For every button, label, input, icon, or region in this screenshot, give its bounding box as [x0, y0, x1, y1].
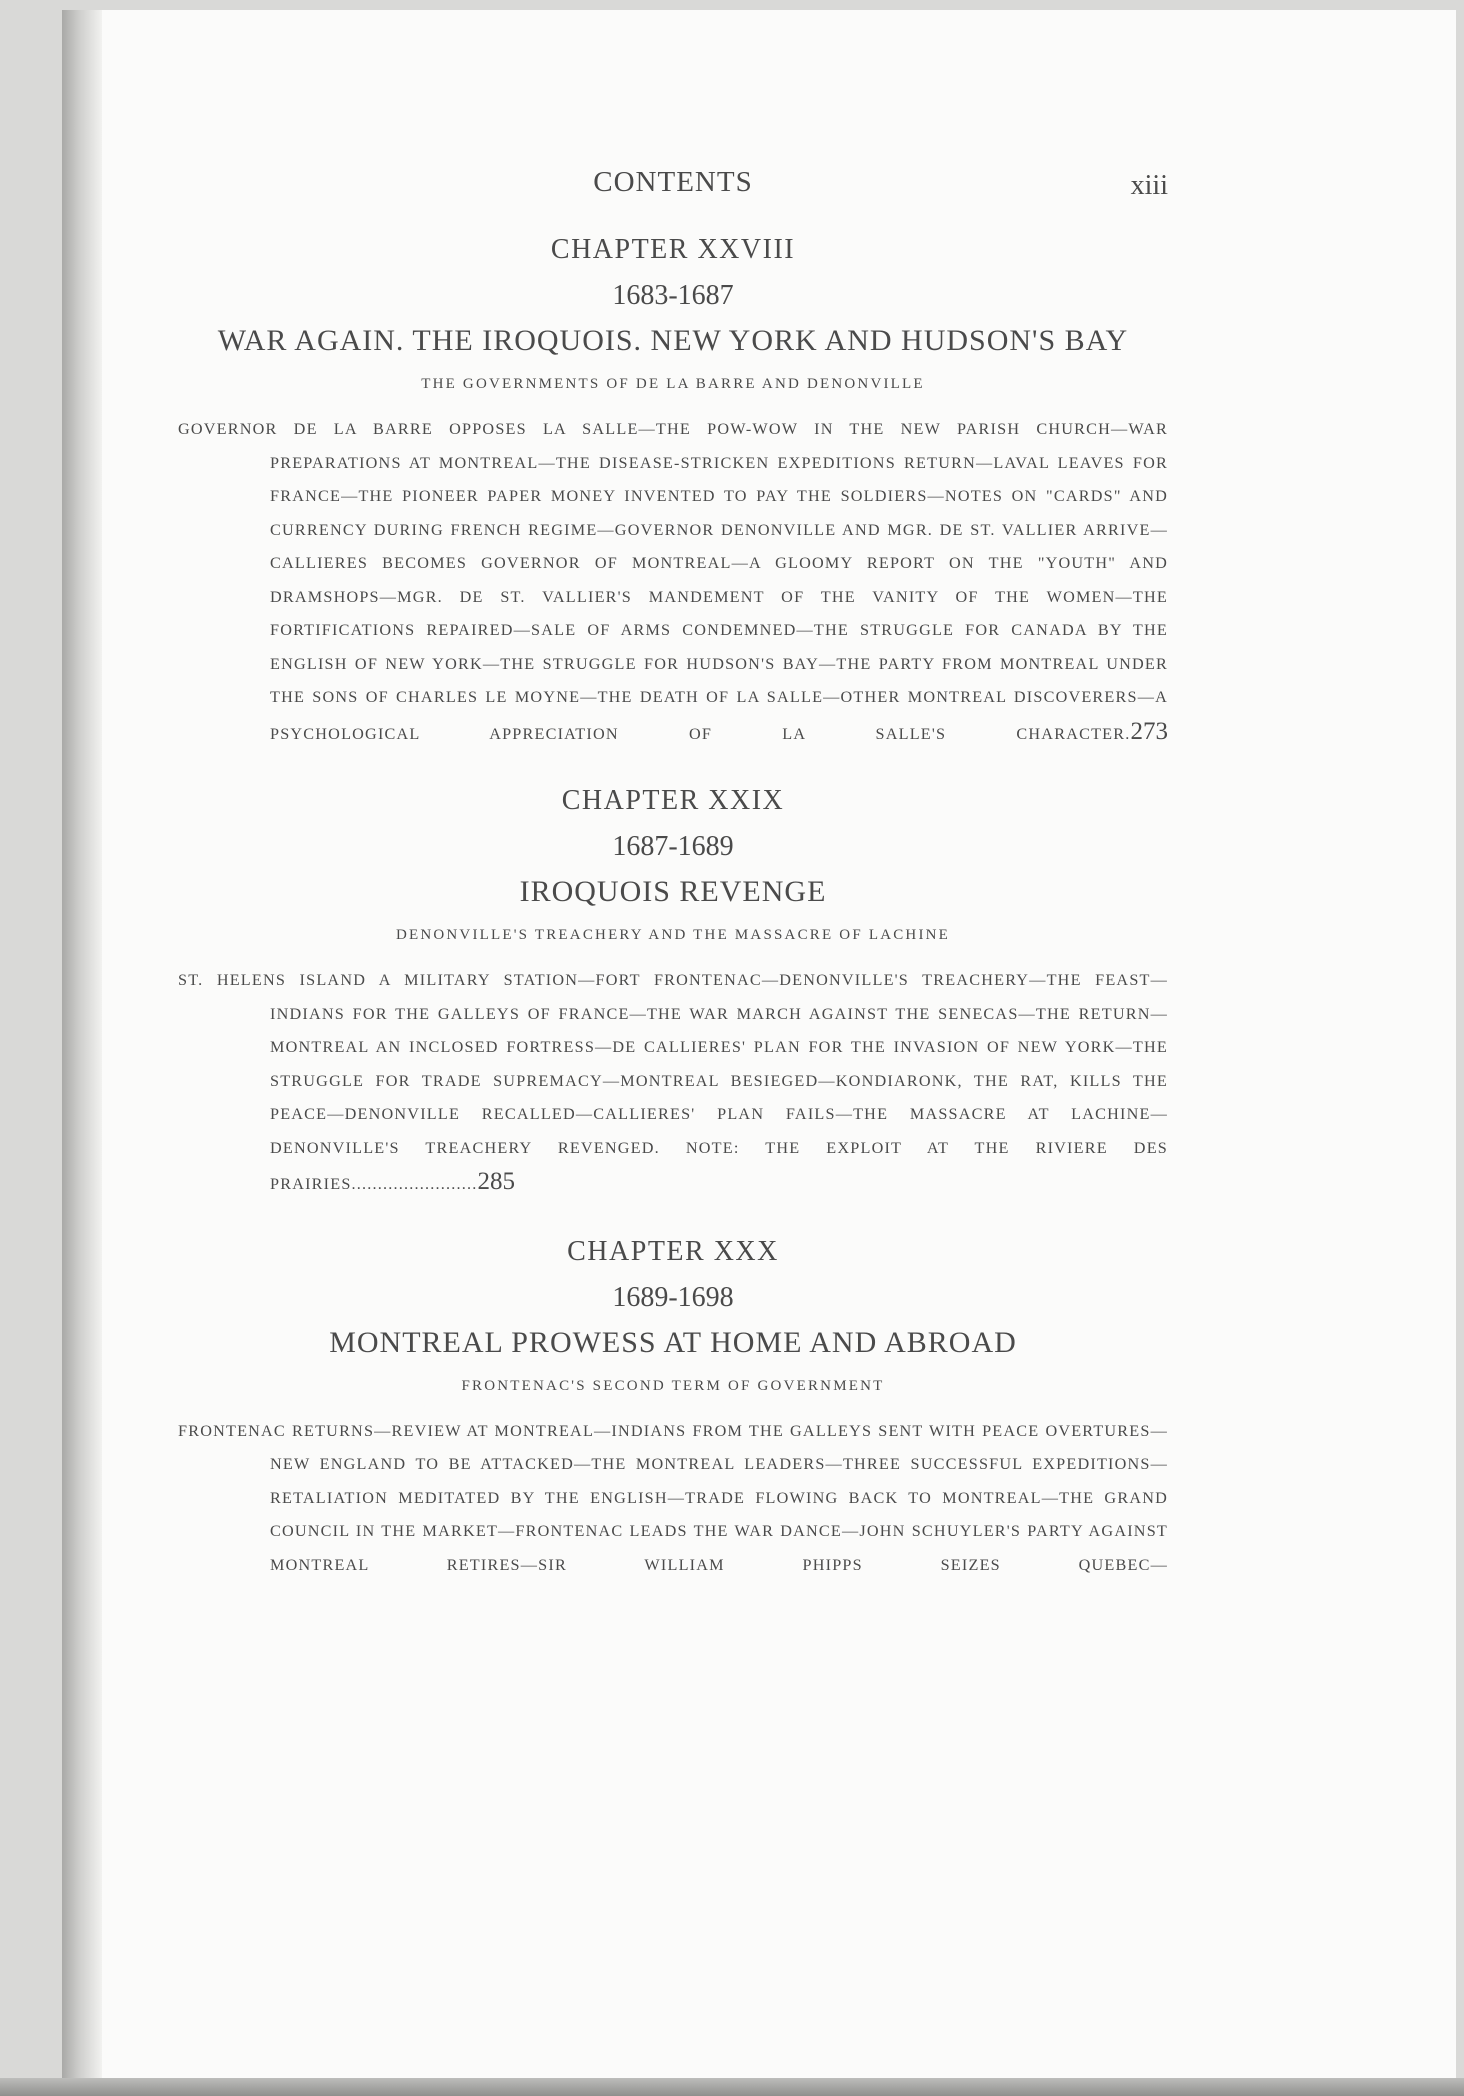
- chapter-summary-text: FRONTENAC RETURNS—REVIEW AT MONTREAL—INDIANS FROM THE GALLEYS SENT WITH PEACE OVERTURES—NEW ENGLAND TO BE ATTACKED—THE MONTREAL LEADERS—THREE SUCCESSFUL EXPEDITIONS—RETALIATION MEDITATED BY THE ENGLISH—TRADE FLOWING BACK TO MONTREAL—THE GRAND COUNCIL IN THE MARKET—FRONTENAC LEADS THE WAR DANCE—JOHN SCHUYLER'S PARTY AGAINST MONTREAL RETIRES—SIR WILLIAM PHIPPS SEIZES QUEBEC—: [178, 1421, 1168, 1574]
- chapter-label: CHAPTER XXX: [567, 1235, 779, 1267]
- chapter-summary: [178, 1415, 1168, 1583]
- chapter-title: IROQUOIS REVENGE: [519, 875, 827, 908]
- page-gutter-shadow: [62, 10, 102, 2080]
- chapter-years: 1689-1698: [612, 1281, 734, 1313]
- chapter-subtitle: THE GOVERNMENTS OF DE LA BARRE AND DENONVILLE: [421, 376, 925, 392]
- running-head-title: CONTENTS: [593, 166, 753, 198]
- chapter-entry: [178, 785, 1168, 1202]
- chapter-title: WAR AGAIN. THE IROQUOIS. NEW YORK AND HUDSON'S BAY: [217, 324, 1129, 357]
- contents-page: [178, 160, 1168, 1582]
- chapter-entry: [178, 234, 1168, 751]
- chapter-summary-text: ST. HELENS ISLAND A MILITARY STATION—FORT FRONTENAC—DENONVILLE'S TREACHERY—THE FEAST—INDIANS FOR THE GALLEYS OF FRANCE—THE WAR MARCH AGAINST THE SENECAS—THE RETURN—MONTREAL AN INCLOSED FORTRESS—DE CALLIERES' PLAN FOR THE INVASION OF NEW YORK—THE STRUGGLE FOR TRADE SUPREMACY—MONTREAL BESIEGED—KONDIARONK, THE RAT, KILLS THE PEACE—DENONVILLE RECALLED—CALLIERES' PLAN FAILS—THE MASSACRE AT LACHINE—DENONVILLE'S TREACHERY REVENGED. NOTE: THE EXPLOIT AT THE RIVIERE DES PRAIRIES........................: [178, 971, 1168, 1193]
- running-head-page-number: xiii: [1130, 170, 1168, 201]
- chapter-label: CHAPTER XXIX: [561, 785, 785, 816]
- chapter-subtitle: FRONTENAC'S SECOND TERM OF GOVERNMENT: [461, 1377, 885, 1394]
- chapter-years: 1687-1689: [612, 831, 734, 862]
- chapter-years: 1683-1687: [612, 280, 734, 311]
- running-head: [178, 160, 1168, 204]
- page-bottom-edge: [0, 2078, 1464, 2096]
- chapter-label: CHAPTER XXVIII: [550, 234, 796, 265]
- chapter-summary: [178, 413, 1168, 751]
- chapter-summary: [178, 964, 1168, 1202]
- chapter-title: MONTREAL PROWESS AT HOME AND ABROAD: [329, 1325, 1017, 1359]
- chapter-page-number[interactable]: 285: [477, 1168, 515, 1195]
- chapter-subtitle: DENONVILLE'S TREACHERY AND THE MASSACRE OF LACHINE: [395, 927, 951, 943]
- chapter-entry: [178, 1236, 1168, 1583]
- chapter-page-number[interactable]: 273: [1130, 717, 1168, 745]
- chapter-summary-text: GOVERNOR DE LA BARRE OPPOSES LA SALLE—THE POW-WOW IN THE NEW PARISH CHURCH—WAR PREPARATIONS AT MONTREAL—THE DISEASE-STRICKEN EXPEDITIONS RETURN—LAVAL LEAVES FOR FRANCE—THE PIONEER PAPER MONEY INVENTED TO PAY THE SOLDIERS—NOTES ON "CARDS" AND CURRENCY DURING FRENCH REGIME—GOVERNOR DENONVILLE AND MGR. DE ST. VALLIER ARRIVE—CALLIERES BECOMES GOVERNOR OF MONTREAL—A GLOOMY REPORT ON THE "YOUTH" AND DRAMSHOPS—MGR. DE ST. VALLIER'S MANDEMENT OF THE VANITY OF THE WOMEN—THE FORTIFICATIONS REPAIRED—SALE OF ARMS CONDEMNED—THE STRUGGLE FOR CANADA BY THE ENGLISH OF NEW YORK—THE STRUGGLE FOR HUDSON'S BAY—THE PARTY FROM MONTREAL UNDER THE SONS OF CHARLES LE MOYNE—THE DEATH OF LA SALLE—OTHER MONTREAL DISCOVERERS—A PSYCHOLOGICAL APPRECIATION OF LA SALLE'S CHARACTER.: [178, 420, 1168, 743]
